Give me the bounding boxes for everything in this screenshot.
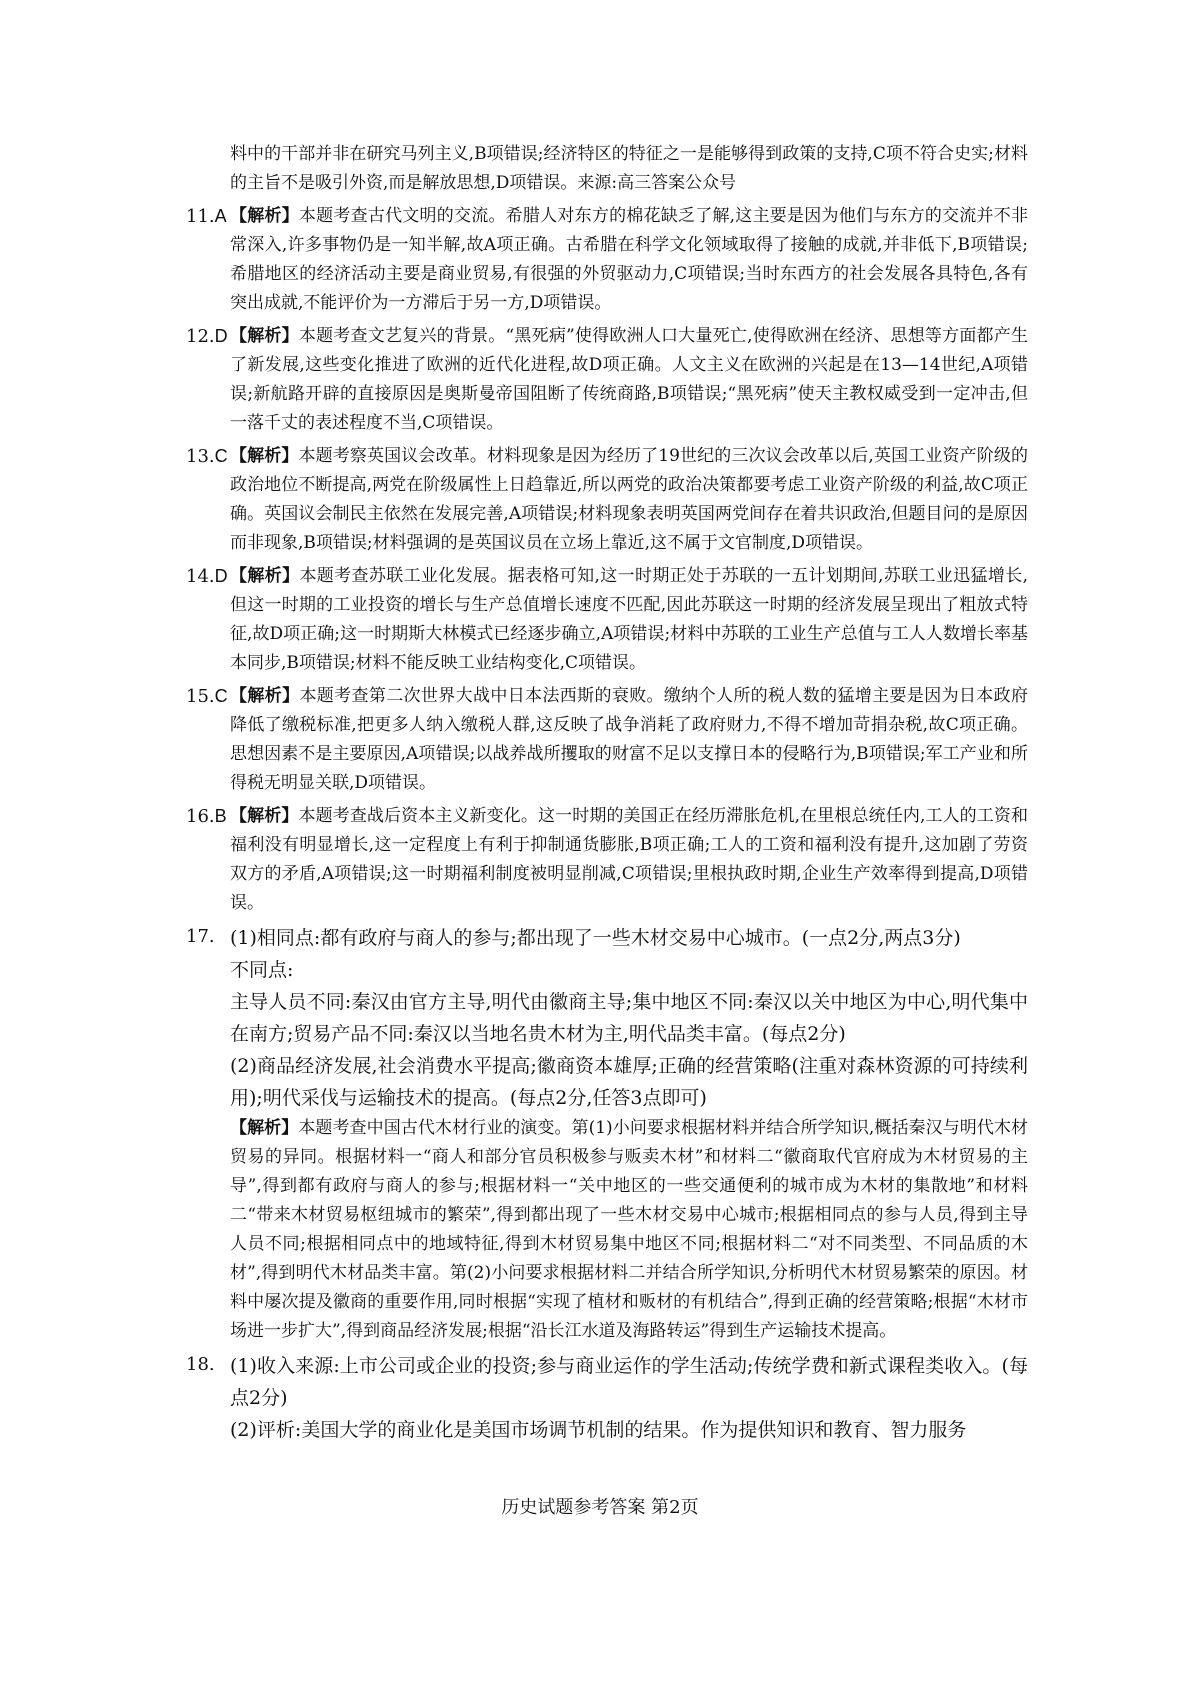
q17-differences-heading: 不同点:: [230, 959, 294, 981]
item-text: 本题考查战后资本主义新变化。这一时期的美国正在经历滞胀危机,在里根总统任内,工人的工资和福利没有明显增长,这一定程度上有利于抑制通货膨胀,B项正确;工人的工资和福利没有提升,这加剧了劳资双方的矛盾,A项错误;这一时期福利制度被明显削减,C项错误;里根执政时期,企业生产效率得到提高,D项错误。: [230, 806, 1029, 913]
item-answer: C: [214, 686, 228, 706]
answer-item-17: [186, 922, 1029, 1346]
item-number: 16.B: [186, 806, 227, 827]
item-number: 11.A: [186, 206, 227, 227]
analysis-label: 【解析】: [230, 446, 299, 466]
q17-part2-reasons: (2)商品经济发展,社会消费水平提高;徽商资本雄厚;正确的经营策略(注重对森林资源的可持续利用);明代采伐与运输技术的提高。(每点2分,任答3点即可): [230, 1055, 1028, 1109]
q18-part1-income: (1)收入来源:上市公司或企业的投资;参与商业运作的学生活动;传统学费和新式课程类收入。(每点2分): [230, 1355, 1028, 1409]
continuation-text: 料中的干部并非在研究马列主义,B项错误;经济特区的特征之一是能够得到政策的支持,C项不符合史实;材料的主旨不是吸引外资,而是解放思想,D项错误。来源:高三答案公众号: [230, 144, 1028, 193]
answer-item-14: [186, 562, 1029, 678]
item-text: 本题考察英国议会改革。材料现象是因为经历了19世纪的三次议会改革以后,英国工业资产阶级的政治地位不断提高,两党在阶级属性上日趋靠近,所以两党的政治决策都要考虑工业资产阶级的利益,故C项正确。英国议会制民主依然在发展完善,A项错误;材料现象表明英国两党间存在着共识政治,但题目问的是原因而非现象,B项错误;材料强调的是英国议员在立场上靠近,这不属于文官制度,D项错误。: [230, 446, 1029, 553]
item-text: 本题考查苏联工业化发展。据表格可知,这一时期正处于苏联的一五计划期间,苏联工业迅猛增长,但这一时期的工业投资的增长与生产总值增长速度不匹配,因此苏联这一时期的经济发展呈现出了粗放式特征,故D项正确;这一时期斯大林模式已经逐步确立,A项错误;材料中苏联的工业生产总值与工人人数增长率基本同步,B项错误;材料不能反映工业结构变化,C项错误。: [230, 566, 1029, 673]
analysis-label: 【解析】: [230, 206, 299, 226]
analysis-text: 本题考查中国古代木材行业的演变。第(1)小问要求根据材料并结合所学知识,概括秦汉与明代木材贸易的异同。根据材料一“商人和部分官员积极参与贩卖木材”和材料二“徽商取代官府成为木材贸易的主导”,得到都有政府与商人的参与;根据材料一“关中地区的一些交通便利的城市成为木材的集散地”和材料二“带来木材贸易枢纽城市的繁荣”,得到都出现了一些木材交易中心城市;根据相同点的参与人员,得到主导人员不同;根据相同点中的地域特征,得到木材贸易集中地区不同;根据材料二“对不同类型、不同品质的木材”,得到明代木材品类丰富。第(2)小问要求根据材料二并结合所学知识,分析明代木材贸易繁荣的原因。材料中屡次提及徽商的重要作用,同时根据“实现了植材和贩材的有机结合”,得到正确的经营策略;根据“木材市场进一步扩大”,得到商品经济发展;根据“沿长江水道及海路转运”得到生产运输技术提高。: [230, 1118, 1029, 1341]
analysis-label: 【解析】: [230, 566, 300, 586]
q17-analysis: [230, 1114, 1028, 1346]
analysis-label: 【解析】: [230, 686, 300, 706]
answer-item-13: [186, 442, 1029, 558]
item-answer: C: [214, 446, 228, 466]
item-text: 本题考查古代文明的交流。希腊人对东方的棉花缺乏了解,这主要是因为他们与东方的交流并不非常深入,许多事物仍是一知半解,故A项正确。古希腊在科学文化领域取得了接触的成就,并非低下,B项错误;希腊地区的经济活动主要是商业贸易,有很强的外贸驱动力,C项错误;当时东西方的社会发展各具特色,各有突出成就,不能评价为一方滞后于另一方,D项错误。: [230, 206, 1028, 313]
answer-item-15: [186, 682, 1029, 798]
item-text: 本题考查第二次世界大战中日本法西斯的衰败。缴纳个人所的税人数的猛增主要是因为日本政府降低了缴税标准,把更多人纳入缴税人群,这反映了战争消耗了政府财力,不得不增加苛捐杂税,故C项正确。思想因素不是主要原因,A项错误;以战养战所攫取的财富不足以支撑日本的侵略行为,B项错误;军工产业和所得税无明显关联,D项错误。: [230, 686, 1029, 793]
item-answer: A: [214, 206, 227, 226]
answer-content: [186, 140, 1029, 1446]
q17-differences: 主导人员不同:秦汉由官方主导,明代由徽商主导;集中地区不同:秦汉以关中地区为中心,明代集中在南方;贸易产品不同:秦汉以当地名贵木材为主,明代品类丰富。(每点2分): [230, 991, 1028, 1045]
item-text: 本题考查文艺复兴的背景。“黑死病”使得欧洲人口大量死亡,使得欧洲在经济、思想等方面都产生了新发展,这些变化推进了欧洲的近代化进程,故D项正确。人文主义在欧洲的兴起是在13—14世纪,A项错误;新航路开辟的直接原因是奥斯曼帝国阻断了传统商路,B项错误;“黑死病”使天主教权威受到一定冲击,但一落千丈的表述程度不当,C项错误。: [230, 326, 1028, 433]
item-number: 13.C: [186, 446, 228, 467]
item-number: 17.: [186, 926, 215, 947]
analysis-label: 【解析】: [230, 1118, 299, 1138]
answer-item-11: [186, 202, 1028, 318]
q17-part1-similarities: (1)相同点:都有政府与商人的参与;都出现了一些木材交易中心城市。(一点2分,两点3分): [230, 927, 961, 949]
item-number: 15.C: [186, 686, 228, 707]
answer-item-12: [186, 322, 1028, 438]
item-answer: D: [214, 326, 228, 346]
analysis-label: 【解析】: [230, 806, 299, 826]
item-answer: B: [214, 806, 227, 826]
item-answer: D: [214, 566, 228, 586]
page-footer: 历史试题参考答案 第2页: [501, 1497, 699, 1518]
analysis-label: 【解析】: [230, 326, 299, 346]
item-number: 18.: [186, 1354, 215, 1375]
answer-item-16: [186, 802, 1029, 918]
answer-item-18: [186, 1350, 1028, 1446]
q18-part2-evaluation: (2)评析:美国大学的商业化是美国市场调节机制的结果。作为提供知识和教育、智力服务: [230, 1419, 967, 1441]
item-number: 12.D: [186, 326, 228, 347]
item-number: 14.D: [186, 566, 228, 587]
